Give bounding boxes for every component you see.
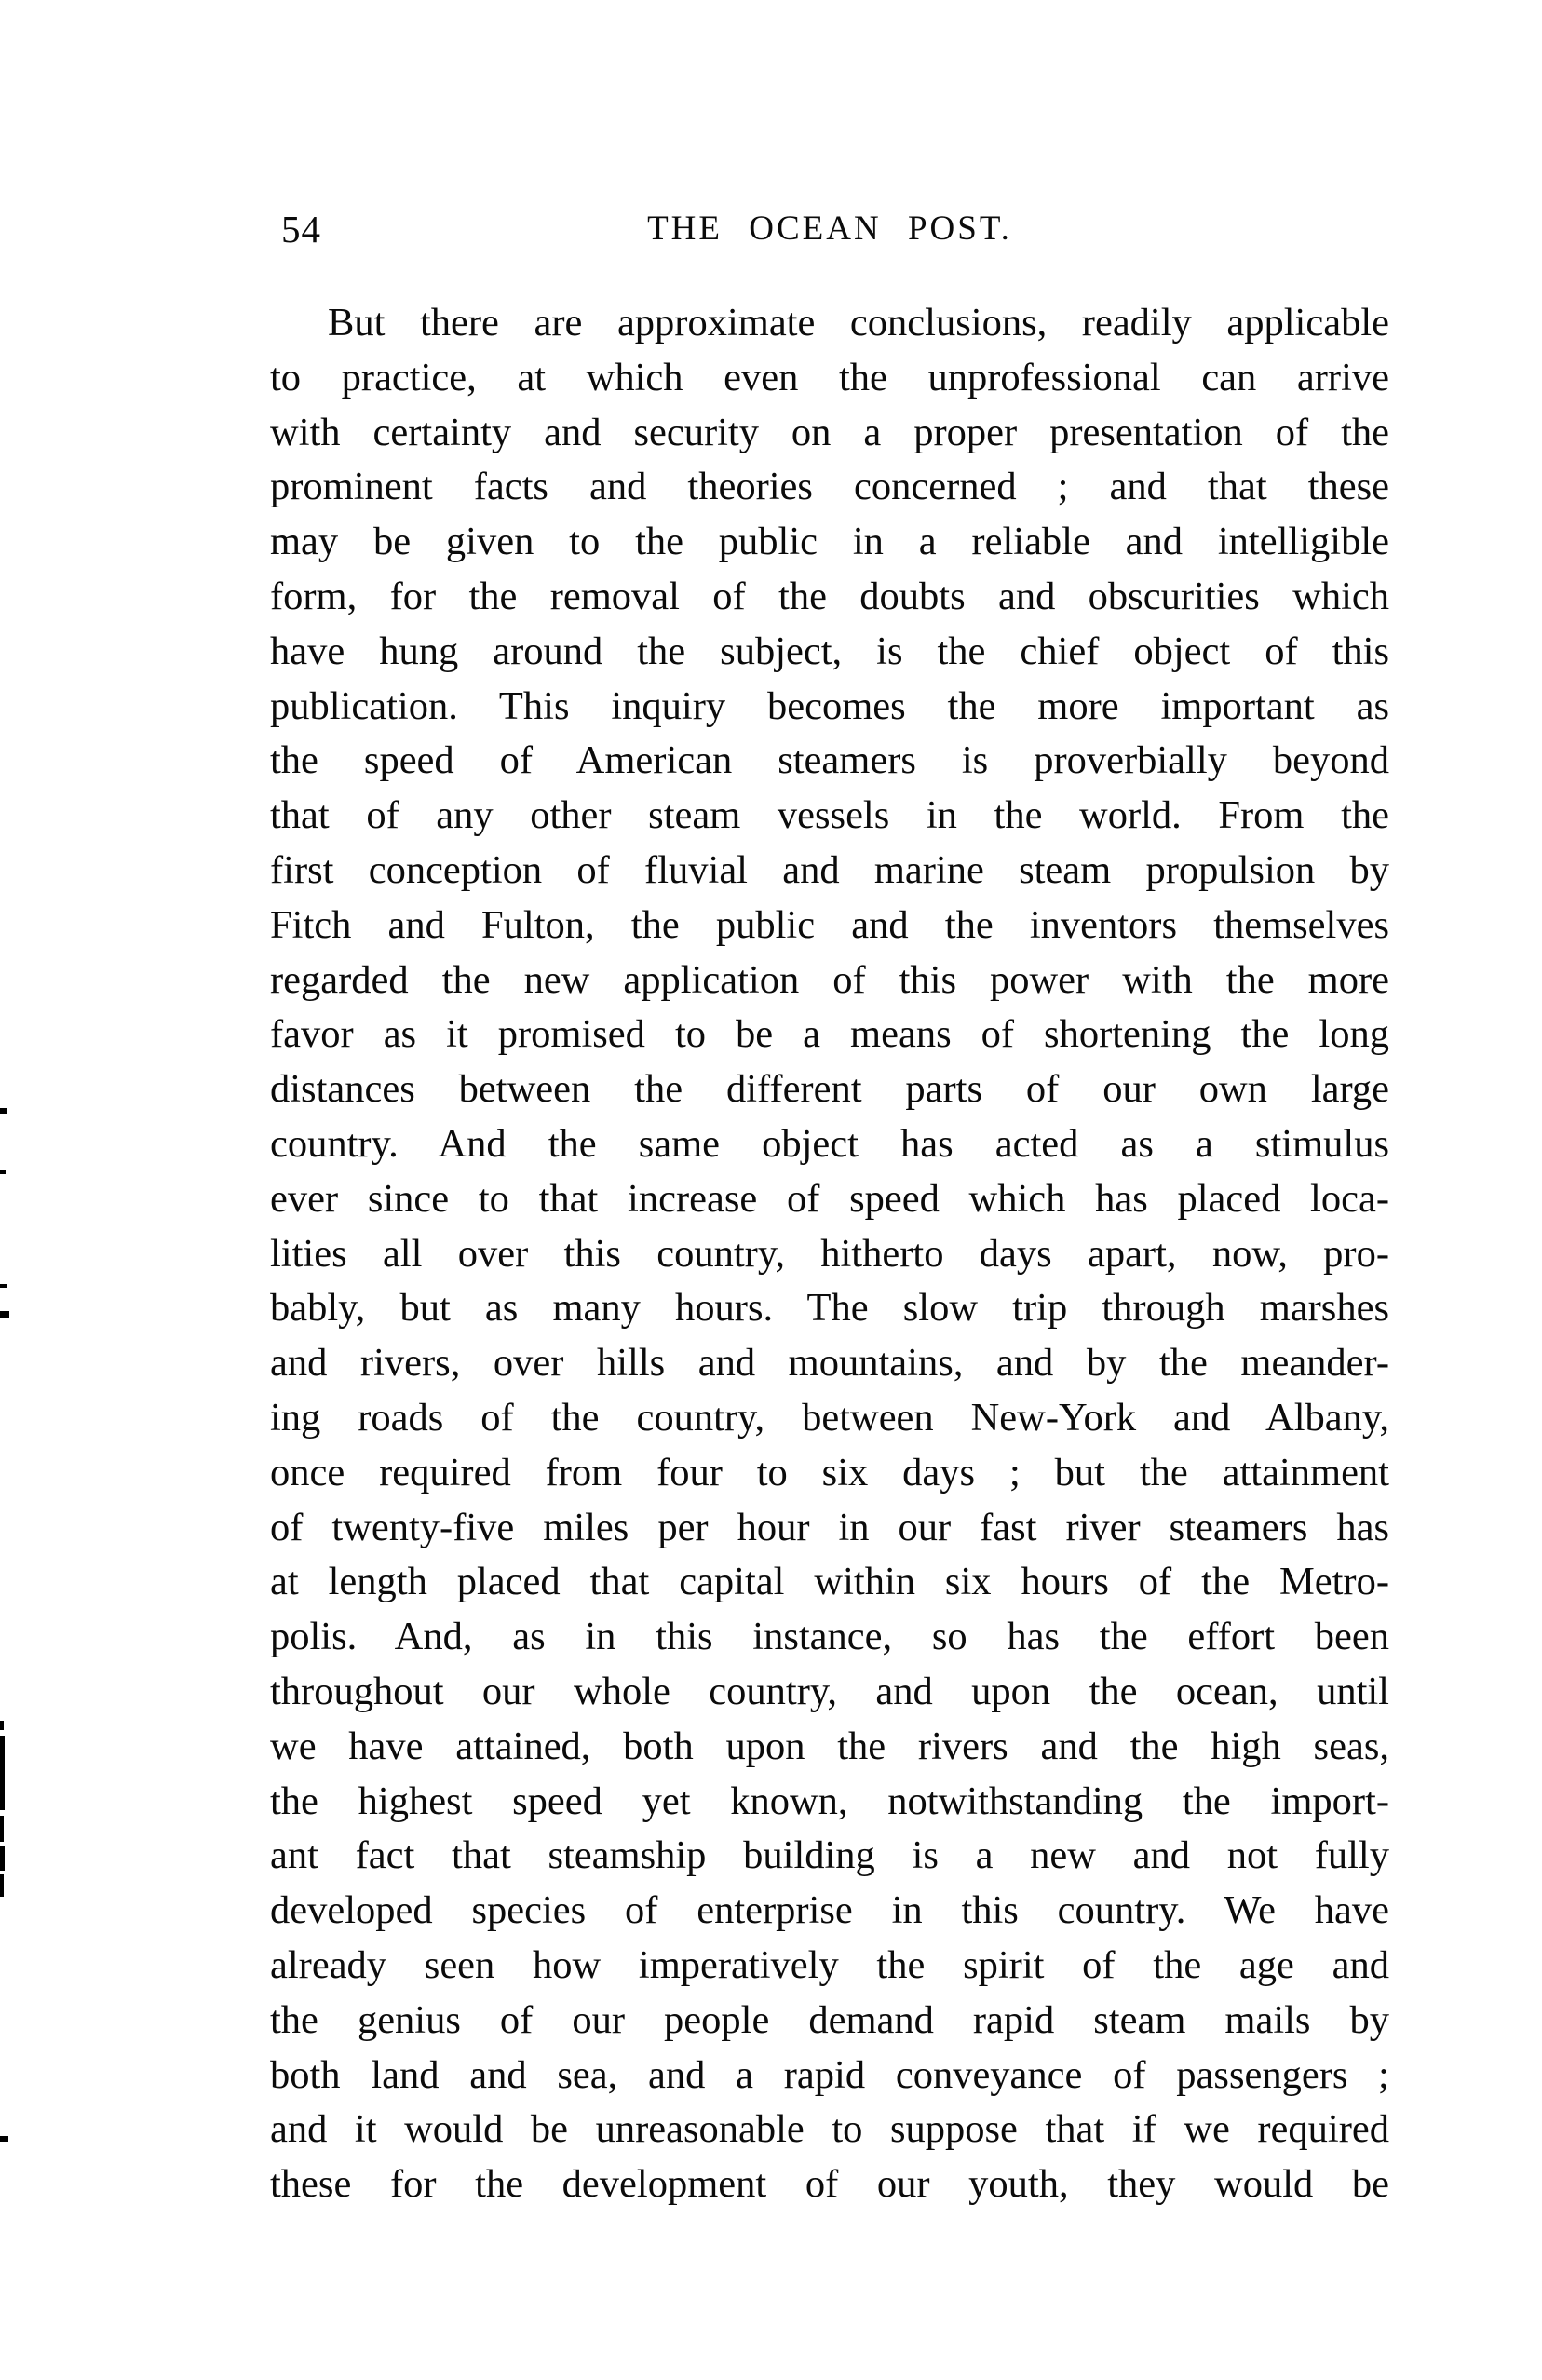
text-line: that of any other steam vessels in the world. From the bbox=[270, 793, 1389, 838]
text-line: prominent facts and theories concerned ; and that these bbox=[270, 465, 1389, 509]
scan-artifact bbox=[0, 1311, 9, 1318]
text-line: throughout our whole country, and upon the ocean, until bbox=[270, 1669, 1389, 1713]
text-line: may be given to the public in a reliable and intelligible bbox=[270, 520, 1389, 564]
text-line: favor as it promised to be a means of shortening the long bbox=[270, 1012, 1389, 1057]
text-line: first conception of fluvial and marine steam propulsion by bbox=[270, 847, 1389, 892]
text-line: the highest speed yet known, notwithstanding the import- bbox=[270, 1778, 1389, 1823]
text-line: ing roads of the country, between New-York and Albany, bbox=[270, 1395, 1389, 1440]
scan-artifact bbox=[0, 1721, 4, 1730]
text-line: have hung around the subject, is the chief object of this bbox=[270, 629, 1389, 673]
text-line: distances between the different parts of our own large bbox=[270, 1067, 1389, 1112]
text-line: Fitch and Fulton, the public and the inventors themselves bbox=[270, 902, 1389, 947]
text-line: we have attained, both upon the rivers and the high seas, bbox=[270, 1724, 1389, 1768]
text-line: at length placed that capital within six hours of the Metro- bbox=[270, 1560, 1389, 1604]
text-line: the genius of our people demand rapid steam mails by bbox=[270, 1997, 1389, 2042]
text-line: developed species of enterprise in this country. We have bbox=[270, 1888, 1389, 1933]
text-line: regarded the new application of this power with the more bbox=[270, 957, 1389, 1002]
scan-artifact bbox=[0, 2136, 8, 2142]
scan-artifact bbox=[0, 1846, 5, 1871]
text-line: polis. And, as in this instance, so has the effort been bbox=[270, 1615, 1389, 1659]
scan-artifact bbox=[0, 1874, 4, 1897]
text-line: of twenty-five miles per hour in our fast river steamers has bbox=[270, 1505, 1389, 1549]
text-line: with certainty and security on a proper presentation of the bbox=[270, 410, 1389, 454]
text-line: to practice, at which even the unprofessional can arrive bbox=[270, 355, 1389, 399]
scan-artifact bbox=[0, 1736, 5, 1810]
scan-artifact bbox=[0, 1816, 4, 1842]
text-line: ant fact that steamship building is a new and not fully bbox=[270, 1833, 1389, 1878]
text-line: already seen how imperatively the spirit of the age and bbox=[270, 1942, 1389, 1987]
text-line: lities all over this country, hitherto days apart, now, pro- bbox=[270, 1231, 1389, 1276]
running-header: THE OCEAN POST. bbox=[647, 210, 1012, 248]
scan-artifact bbox=[0, 1284, 7, 1288]
text-line: these for the development of our youth, they would be bbox=[270, 2162, 1389, 2207]
text-line: country. And the same object has acted as a stimulus bbox=[270, 1121, 1389, 1166]
text-line: the speed of American steamers is proverbially beyond bbox=[270, 738, 1389, 783]
text-line: bably, but as many hours. The slow trip through marshes bbox=[270, 1286, 1389, 1331]
text-line: once required from four to six days ; but the attainment bbox=[270, 1450, 1389, 1494]
text-line: publication. This inquiry becomes the more important as bbox=[270, 683, 1389, 728]
text-line: both land and sea, and a rapid conveyance of passengers ; bbox=[270, 2052, 1389, 2097]
scan-artifact bbox=[0, 1170, 6, 1174]
text-line: and rivers, over hills and mountains, and by the meander- bbox=[270, 1341, 1389, 1386]
text-line: form, for the removal of the doubts and obscurities which bbox=[270, 574, 1389, 618]
text-line: But there are approximate conclusions, readily applicable bbox=[328, 301, 1389, 345]
scan-artifact bbox=[0, 1108, 7, 1114]
text-line: and it would be unreasonable to suppose that if we required bbox=[270, 2107, 1389, 2152]
page-number: 54 bbox=[281, 208, 321, 250]
page-top-row bbox=[270, 207, 1389, 255]
text-line: ever since to that increase of speed which has placed loca- bbox=[270, 1176, 1389, 1221]
body-text bbox=[270, 296, 1389, 2212]
